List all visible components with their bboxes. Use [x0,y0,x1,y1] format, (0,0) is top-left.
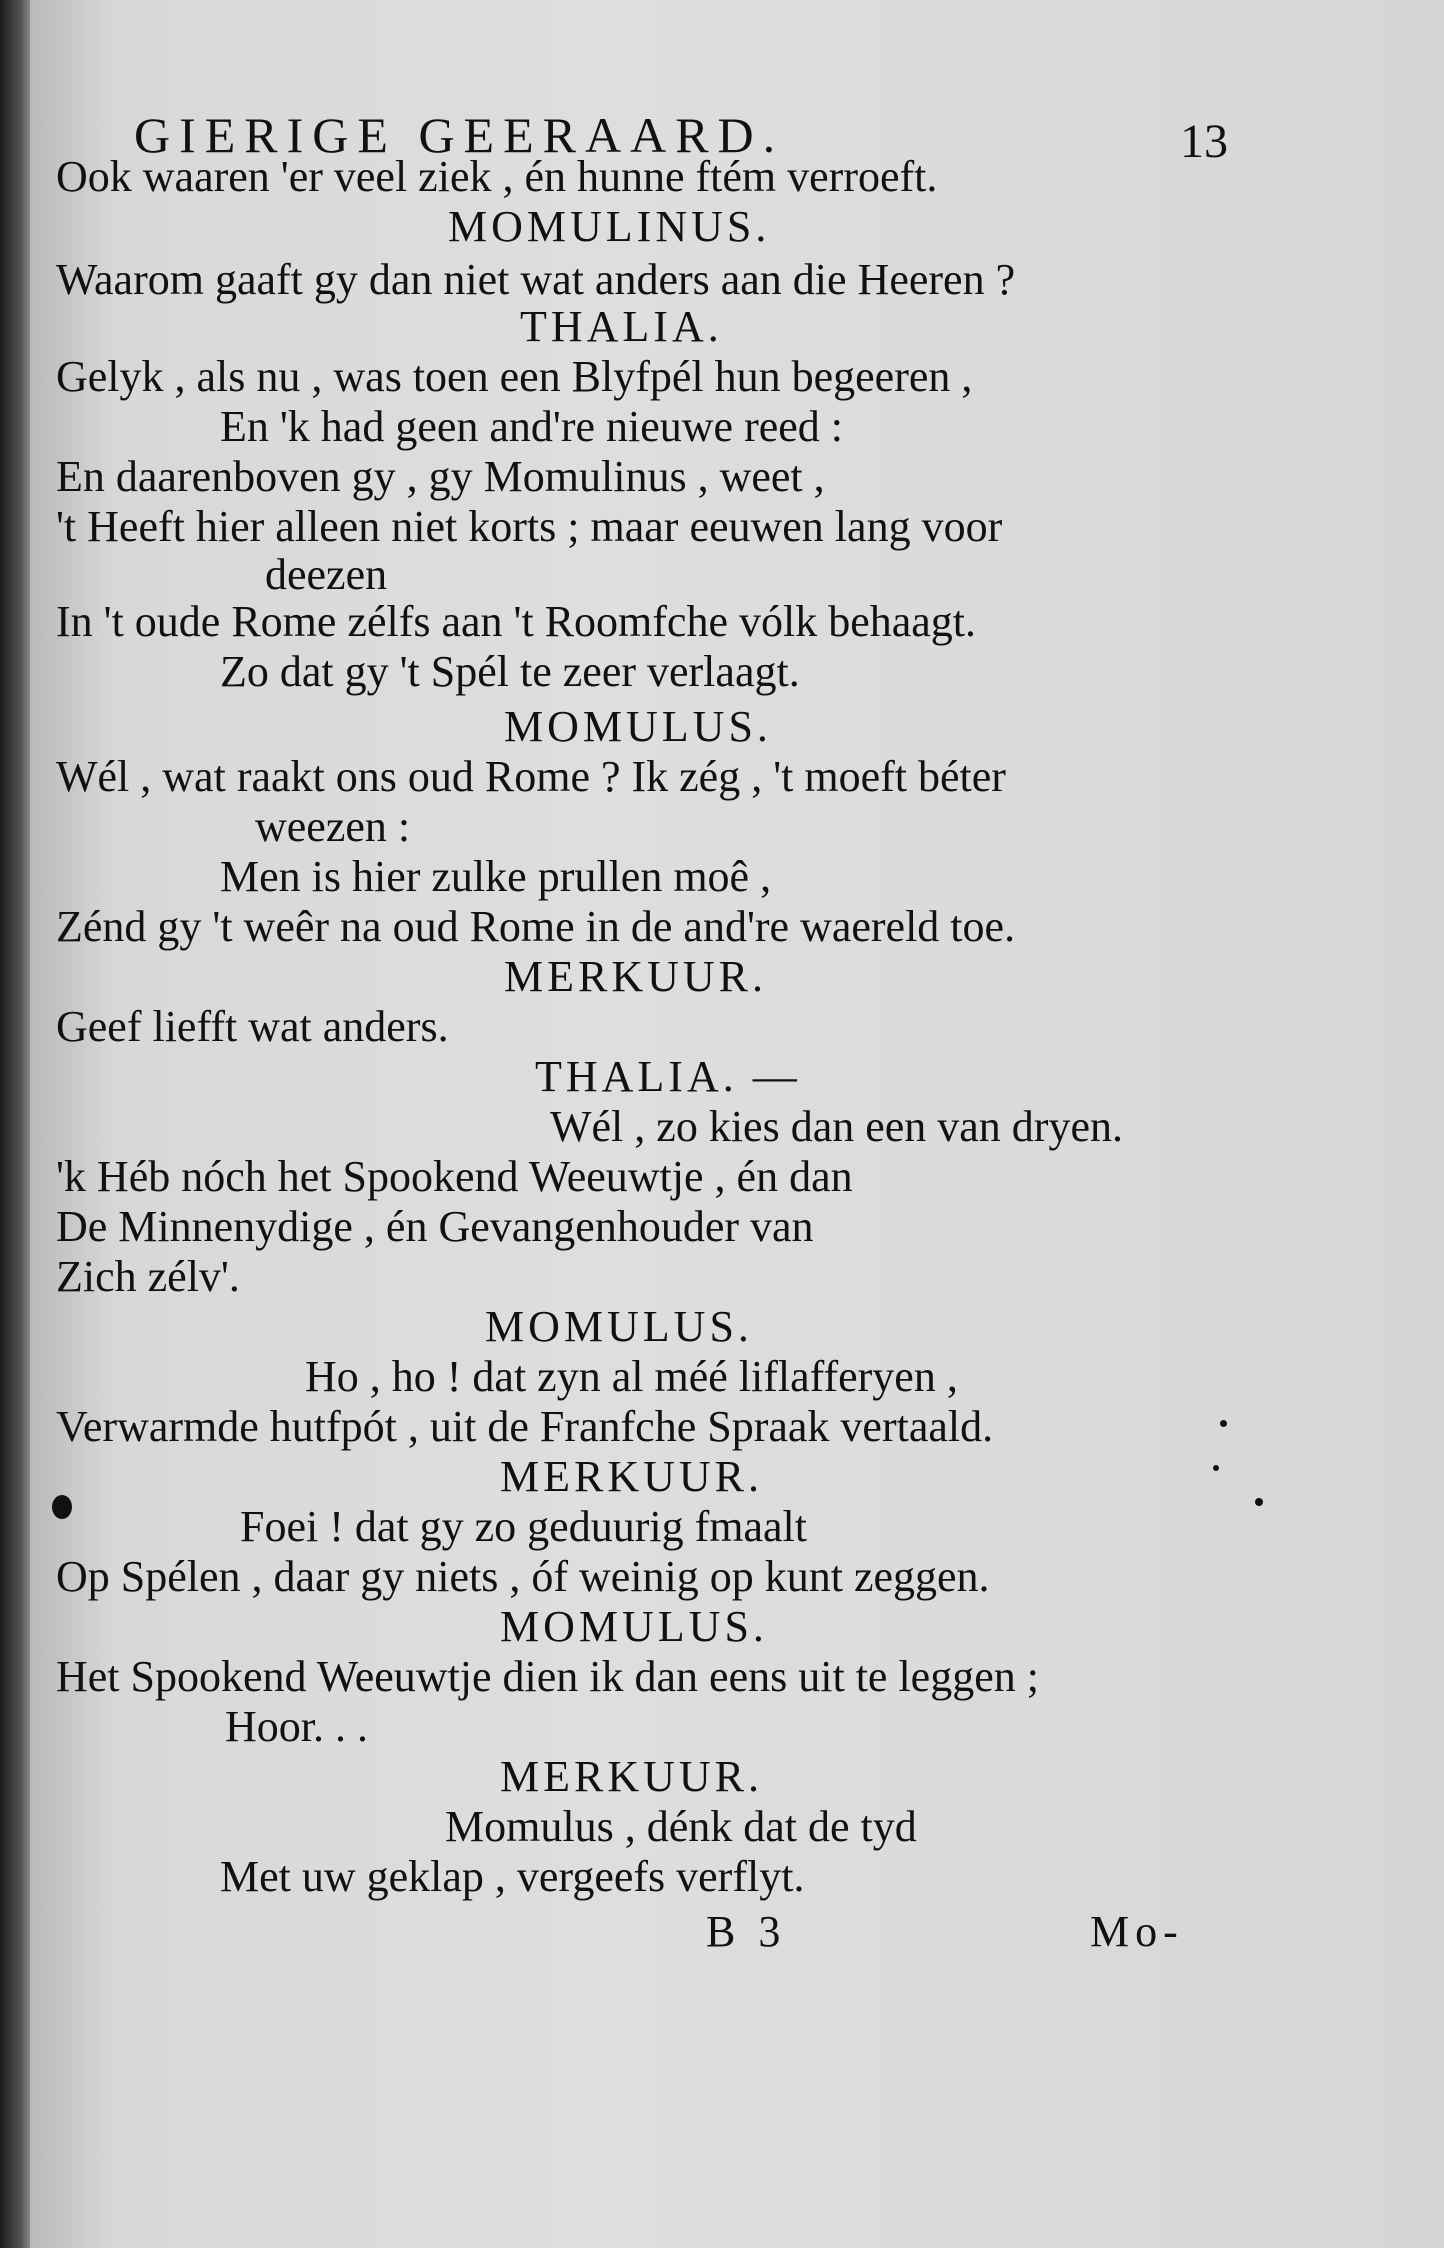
verse-line: Op Spélen , daar gy niets , óf weinig op kunt zeggen. [56,1552,990,1601]
verse-line: Ho , ho ! dat zyn al méé liflafferyen , [305,1352,958,1401]
speaker-name: MOMULUS. [500,1602,768,1651]
speaker-name: MERKUUR. [500,1752,764,1801]
verse-line: Verwarmde hutfpót , uit de Franfche Spraak vertaald. [56,1402,994,1451]
verse-line: 'k Héb nóch het Spookend Weeuwtje , én dan [56,1152,853,1201]
verse-line: Gelyk , als nu , was toen een Blyfpél hun begeeren , [56,352,973,401]
ink-speck [1213,1465,1219,1471]
speaker-name: THALIA. [520,302,723,351]
book-spine [0,0,30,2248]
book-page [30,0,1444,2248]
verse-line: Waarom gaaft gy dan niet wat anders aan die Heeren ? [56,255,1016,304]
speaker-name: MERKUUR. [500,1452,764,1501]
catchword: Mo- [1090,1907,1184,1956]
speaker-name: MOMULUS. [504,702,772,751]
verse-line-runover: weezen : [255,802,411,851]
verse-line: Ook waaren 'er veel ziek , én hunne ftém verroeft. [56,152,938,201]
verse-line: De Minnenydige , én Gevangenhouder van [56,1202,814,1251]
verse-line: Foei ! dat gy zo geduurig fmaalt [240,1502,807,1551]
speaker-name: MOMULUS. [485,1302,753,1351]
signature-mark: B 3 [706,1907,787,1956]
verse-line: Geef liefft wat anders. [56,1002,449,1051]
page-number: 13 [1180,115,1228,168]
verse-line: En daarenboven gy , gy Momulinus , weet , [56,452,825,501]
verse-line: 't Heeft hier alleen niet korts ; maar eeuwen lang voor [56,502,1003,551]
verse-line: Wél , zo kies dan een van dryen. [550,1102,1123,1151]
verse-line: Met uw geklap , vergeefs verflyt. [220,1852,805,1901]
ink-speck [1220,1420,1227,1427]
speaker-name: THALIA. — [535,1052,801,1101]
speaker-name: MERKUUR. [504,952,768,1001]
speaker-name: MOMULINUS. [448,202,771,251]
verse-line: Het Spookend Weeuwtje dien ik dan eens uit te leggen ; [56,1652,1039,1701]
verse-line: Zich zélv'. [56,1252,240,1301]
verse-line-runover: Hoor. . . [225,1702,368,1751]
verse-line: En 'k had geen and're nieuwe reed : [220,402,844,451]
ink-blot [52,1495,72,1519]
verse-line-runover: deezen [265,550,388,599]
running-title: GIERIGE GEERAARD. [134,107,785,163]
ink-speck [1255,1498,1263,1506]
verse-line: In 't oude Rome zélfs aan 't Roomfche vólk behaagt. [56,597,977,646]
verse-line: Momulus , dénk dat de tyd [445,1802,917,1851]
verse-line: Wél , wat raakt ons oud Rome ? Ik zég , 't moeft béter [56,752,1006,801]
verse-line: Zénd gy 't weêr na oud Rome in de and're waereld toe. [56,902,1016,951]
verse-line: Zo dat gy 't Spél te zeer verlaagt. [220,647,800,696]
verse-line: Men is hier zulke prullen moê , [220,852,772,901]
